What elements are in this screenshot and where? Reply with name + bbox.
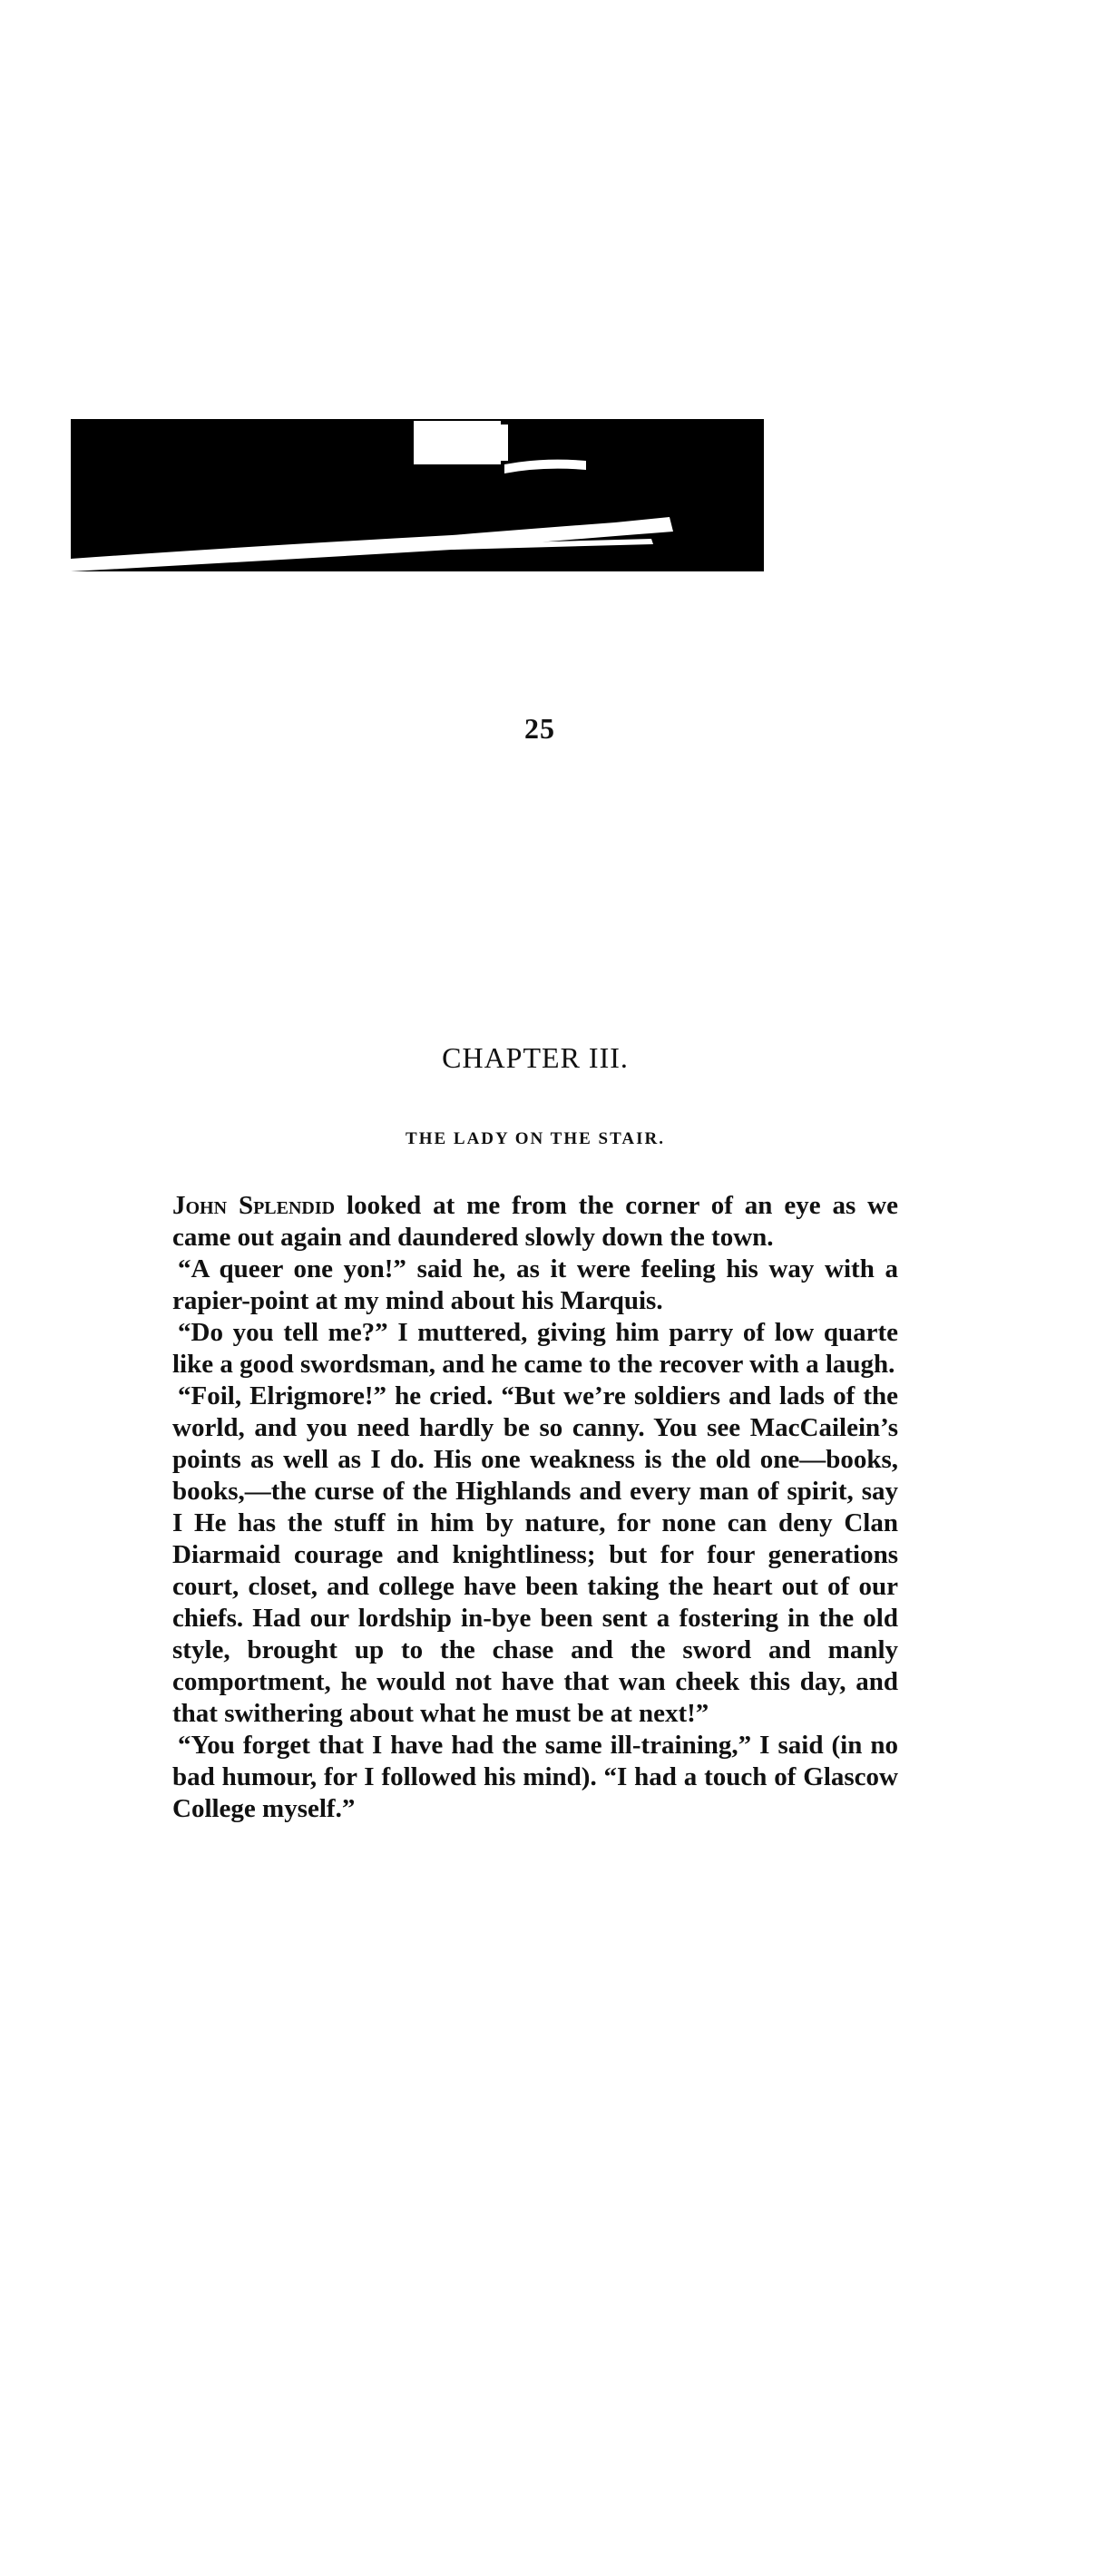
paragraph: [172, 1190, 898, 1254]
body-text: [172, 1190, 898, 1825]
page-number: 25: [524, 712, 555, 745]
chapter-title: CHAPTER III.: [442, 1041, 629, 1074]
scanned-image-block: [71, 419, 764, 571]
paragraph: “You forget that I have had the same ill-training,” I said (in no bad humour, for I followed his mind). “I had a touch of Glascow College myself.”: [172, 1731, 898, 1823]
paragraph: “Do you tell me?” I muttered, giving him parry of low quarte like a good swordsman, and he came to the recover with a laugh.: [172, 1318, 898, 1379]
paragraph: “A queer one yon!” said he, as it were feeling his way with a rapier-point at my mind about his Marquis.: [172, 1254, 898, 1315]
paragraph: “Foil, Elrigmore!” he cried. “But we’re soldiers and lads of the world, and you need hardly be so canny. You see MacCailein’s points as well as I do. His one weakness is the old one—books, books,—the curse of the Highlands and every man of spirit, say I He has the stuff in him by nature, for none can deny Clan Diarmaid courage and knightliness; but for four generations court, closet, and college have been taking the heart out of our chiefs. Had our lordship in-bye been sent a fostering in the old style, brought up to the chase and the sword and manly comportment, he would not have that wan cheek this day, and that swithering about what he must be at next!”: [172, 1381, 898, 1728]
chapter-subtitle: THE LADY ON THE STAIR.: [406, 1129, 665, 1148]
opening-text: looked at me from the corner of an eye as we came out again and daundered slowly down the town.: [172, 1191, 898, 1252]
opening-lead-words: John Splendid: [172, 1191, 336, 1220]
